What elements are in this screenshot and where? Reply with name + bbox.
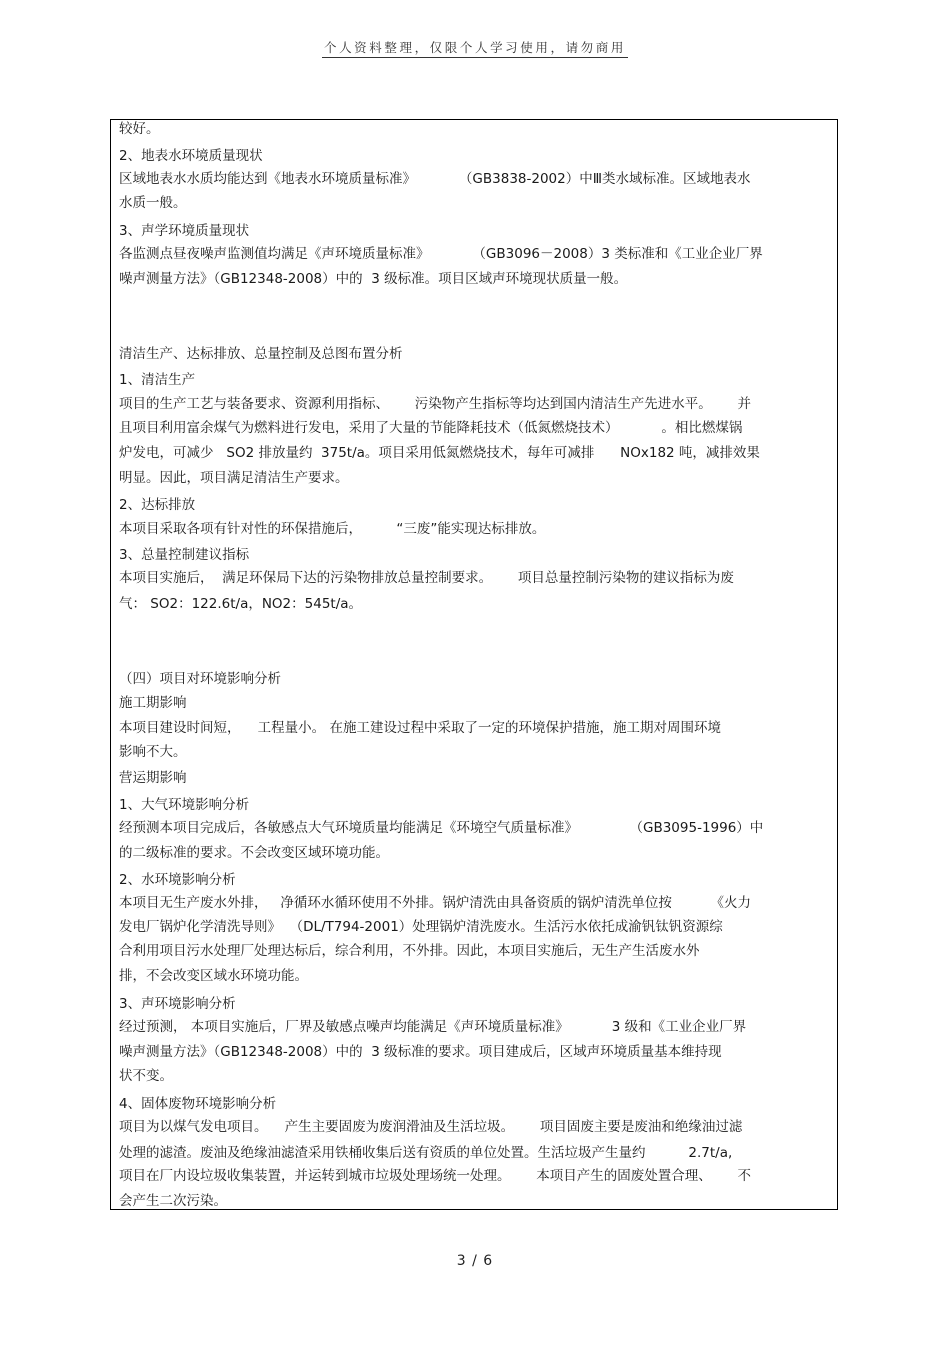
body-line: 的二级标准的要求。不会改变区域环境功能。 — [119, 845, 389, 861]
body-line: 3、声环境影响分析 — [119, 996, 236, 1012]
body-line: 且项目利用富余煤气为燃料进行发电，采用了大量的节能降耗技术（低氮燃烧技术） 。相比燃煤锅 — [119, 420, 743, 436]
body-line: 影响不大。 — [119, 744, 187, 760]
body-line: 状不变。 — [119, 1068, 173, 1084]
body-line: 区域地表水水质均能达到《地表水环境质量标准》 （GB3838-2002）中Ⅲ类水域标准。区域地表水 — [119, 171, 751, 187]
body-line: 会产生二次污染。 — [119, 1193, 227, 1209]
body-line: 明显。因此，项目满足清洁生产要求。 — [119, 470, 349, 486]
body-line: 水质一般。 — [119, 195, 187, 211]
body-line: 各监测点昼夜噪声监测值均满足《声环境质量标准》 （GB3096－2008）3 类标准和《工业企业厂界 — [119, 246, 763, 262]
body-line: 本项目无生产废水外排， 净循环水循环使用不外排。锅炉清洗由具备资质的锅炉清洗单位按 《火力 — [119, 895, 751, 911]
body-line: 1、大气环境影响分析 — [119, 797, 250, 813]
body-line: 噪声测量方法》（GB12348-2008）中的 3 级标准的要求。项目建成后，区域声环境质量基本维持现 — [119, 1044, 722, 1060]
body-line: 清洁生产、达标排放、总量控制及总图布置分析 — [119, 346, 403, 362]
body-line: 3、声学环境质量现状 — [119, 223, 250, 239]
body-line: 经过预测， 本项目实施后，厂界及敏感点噪声均能满足《声环境质量标准》 3 级和《工业企业厂界 — [119, 1019, 747, 1035]
body-line: 4、固体废物环境影响分析 — [119, 1096, 277, 1112]
body-line: 本项目采取各项有针对性的环保措施后， “三废”能实现达标排放。 — [119, 521, 546, 537]
body-line: 项目为以煤气发电项目。 产生主要固废为废润滑油及生活垃圾。 项目固废主要是废油和绝缘油过滤 — [119, 1119, 743, 1135]
body-line: 本项目实施后， 满足环保局下达的污染物排放总量控制要求。 项目总量控制污染物的建议指标为废 — [119, 570, 734, 586]
body-line: 2、水环境影响分析 — [119, 872, 236, 888]
body-line: 3、总量控制建议指标 — [119, 547, 250, 563]
body-line: 1、清洁生产 — [119, 372, 196, 388]
body-line: 噪声测量方法》（GB12348-2008）中的 3 级标准。项目区域声环境现状质量一般。 — [119, 271, 628, 287]
body-line: 气： SO2：122.6t/a，NO2：545t/a。 — [119, 596, 363, 612]
body-line: 2、地表水环境质量现状 — [119, 148, 263, 164]
body-line: 项目在厂内设垃圾收集装置，并运转到城市垃圾处理场统一处理。 本项目产生的固废处置合理、 不 — [119, 1168, 751, 1184]
body-line: 经预测本项目完成后，各敏感点大气环境质量均能满足《环境空气质量标准》 （GB3095-1996）中 — [119, 820, 764, 836]
body-line: 排，不会改变区域水环境功能。 — [119, 968, 308, 984]
body-line: 施工期影响 — [119, 695, 187, 711]
page-number: 3 / 6 — [456, 1253, 494, 1269]
body-line: 营运期影响 — [119, 770, 187, 786]
body-line: （四）项目对环境影响分析 — [119, 671, 281, 687]
body-line: 发电厂锅炉化学清洗导则》 （DL/T794-2001）处理锅炉清洗废水。生活污水依托成渝钒钛钒资源综 — [119, 919, 723, 935]
body-line: 炉发电，可减少 SO2 排放量约 375t/a。项目采用低氮燃烧技术，每年可减排 NOx182 吨，减排效果 — [119, 445, 760, 461]
body-line: 较好。 — [119, 121, 160, 137]
body-line: 合利用项目污水处理厂处理达标后，综合利用，不外排。因此，本项目实施后，无生产生活废水外 — [119, 943, 700, 959]
body-line: 处理的滤渣。废油及绝缘油滤渣采用铁桶收集后送有资质的单位处置。生活垃圾产生量约 2.7t/a, — [119, 1145, 733, 1161]
header-text: 个人资料整理，仅限个人学习使用，请勿商用 — [322, 40, 628, 58]
body-line: 项目的生产工艺与装备要求、资源利用指标、 污染物产生指标等均达到国内清洁生产先进水平。 并 — [119, 396, 751, 412]
body-line: 2、达标排放 — [119, 497, 196, 513]
page-header — [0, 38, 950, 56]
body-line: 本项目建设时间短， 工程量小。 在施工建设过程中采取了一定的环境保护措施，施工期对周围环境 — [119, 720, 721, 736]
